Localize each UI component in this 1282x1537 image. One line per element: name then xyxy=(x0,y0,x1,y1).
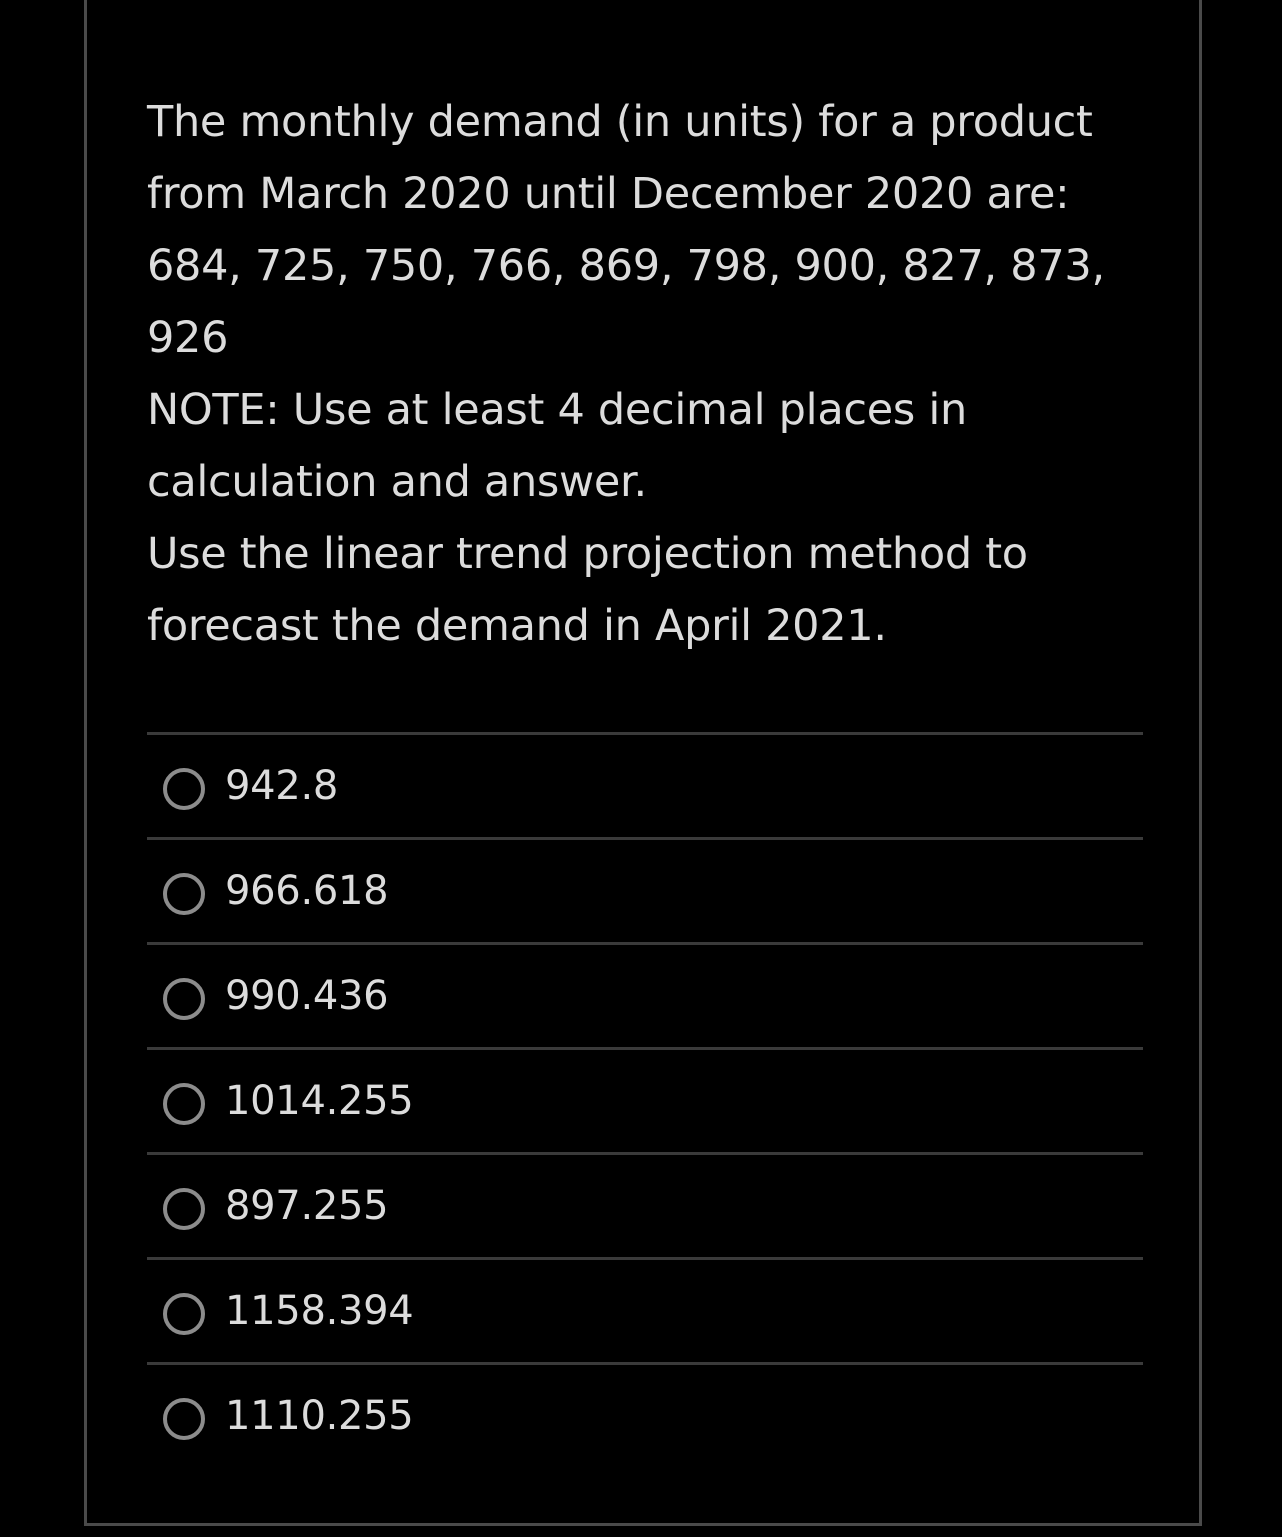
radio-button-icon[interactable] xyxy=(163,1083,205,1125)
answer-option[interactable] xyxy=(147,945,1143,1050)
answer-label: 1014.255 xyxy=(225,1078,414,1124)
answer-list xyxy=(147,732,1143,1467)
answer-label: 897.255 xyxy=(225,1183,389,1229)
answer-option[interactable] xyxy=(147,840,1143,945)
answer-label: 966.618 xyxy=(225,868,389,914)
radio-button-icon[interactable] xyxy=(163,1188,205,1230)
answer-label: 1110.255 xyxy=(225,1393,414,1439)
question-text xyxy=(147,86,1147,662)
radio-button-icon[interactable] xyxy=(163,1398,205,1440)
answer-option[interactable] xyxy=(147,1155,1143,1260)
radio-button-icon[interactable] xyxy=(163,1293,205,1335)
radio-button-icon[interactable] xyxy=(163,978,205,1020)
question-paragraph-note: NOTE: Use at least 4 decimal places in calculation and answer. xyxy=(147,385,967,507)
answer-option[interactable] xyxy=(147,1365,1143,1467)
answer-label: 990.436 xyxy=(225,973,389,1019)
answer-option[interactable] xyxy=(147,1050,1143,1155)
radio-button-icon[interactable] xyxy=(163,768,205,810)
answer-label: 942.8 xyxy=(225,763,339,809)
answer-label: 1158.394 xyxy=(225,1288,414,1334)
answer-option[interactable] xyxy=(147,1260,1143,1365)
radio-button-icon[interactable] xyxy=(163,873,205,915)
answer-option[interactable] xyxy=(147,735,1143,840)
question-paragraph-task: Use the linear trend projection method to forecast the demand in April 2021. xyxy=(147,529,1028,651)
question-paragraph-data: The monthly demand (in units) for a product from March 2020 until December 2020 are: 684, 725, 750, 766, 869, 798, 900, 827, 873, 926 xyxy=(147,97,1105,363)
